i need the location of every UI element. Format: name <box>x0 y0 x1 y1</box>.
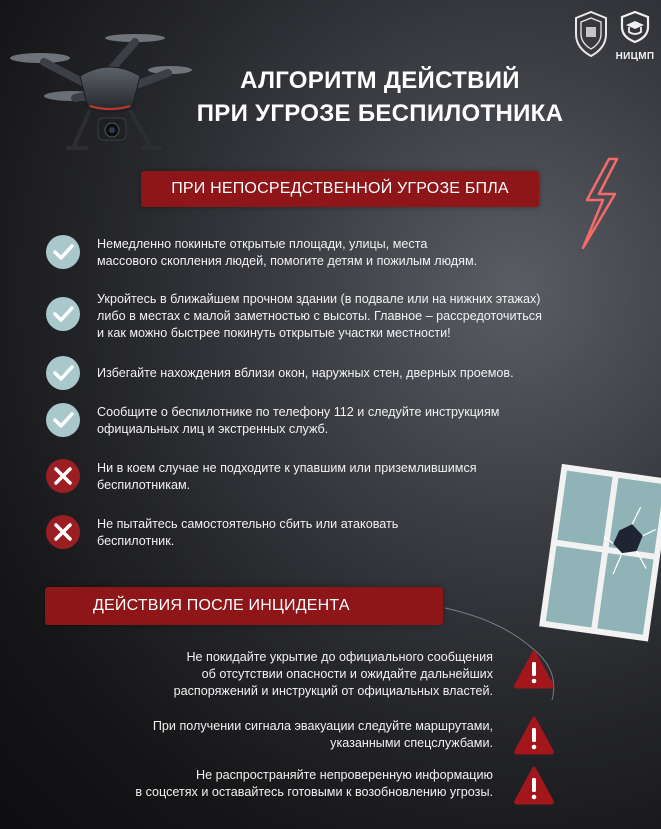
cross-icon <box>45 458 81 494</box>
check-icon <box>45 296 81 332</box>
check-icon <box>45 234 81 270</box>
nicmp-label: НИЦМП <box>615 51 655 62</box>
warning-icon <box>513 765 555 805</box>
cross-icon <box>45 514 81 550</box>
list-item-text: Не пытайтесь самостоятельно сбить или атаковать беспилотник. <box>97 517 399 548</box>
check-icon <box>45 402 81 438</box>
list-item-text: Укройтесь в ближайшем прочном здании (в подвале или на нижних этажах) либо в местах с малой заметностью с высоты. Главное – рассредоточиться и как можно быстрее покинуть открытые участки местности! <box>97 292 542 340</box>
shield-emblem-icon <box>573 10 609 58</box>
page-title <box>170 64 590 130</box>
warning-icon <box>513 649 555 689</box>
drone-illustration <box>10 18 195 163</box>
title-line-1: АЛГОРИТМ ДЕЙСТВИЙ <box>240 67 520 94</box>
list-item-text: Немедленно покиньте открытые площади, улицы, места массового скопления людей, помогите детям и пожилым людям. <box>97 237 478 268</box>
list-item: Не покидайте укрытие до официального сообщения об отсутствии опасности и ожидайте дальнейших распоряжений и инструкций от официальных властей. <box>173 650 493 698</box>
title-line-2: ПРИ УГРОЗЕ БЕСПИЛОТНИКА <box>196 100 564 127</box>
section-after-incident-heading: ДЕЙСТВИЯ ПОСЛЕ ИНЦИДЕНТА <box>45 587 443 625</box>
list-item: При получении сигнала эвакуации следуйте маршрутами, указанными спецслужбами. <box>152 719 493 750</box>
list-item-text: Избегайте нахождения вблизи окон, наружных стен, дверных проемов. <box>97 366 514 380</box>
section-immediate-threat-heading: ПРИ НЕПОСРЕДСТВЕННОЙ УГРОЗЕ БПЛА <box>141 171 539 207</box>
nicmp-logo <box>612 10 658 66</box>
list-item-text: Сообщите о беспилотнике по телефону 112 и следуйте инструкциям официальных лиц и экстренных служб. <box>97 405 500 436</box>
graduation-cap-shield-icon <box>618 10 652 44</box>
check-icon <box>45 355 81 391</box>
warning-icon <box>513 715 555 755</box>
list-item-text: Ни в коем случае не подходите к упавшим или приземлившимся беспилотникам. <box>97 461 477 492</box>
list-item: Не распространяйте непроверенную информацию в соцсетях и оставайтесь готовыми к возобновлению угрозы. <box>135 768 493 799</box>
